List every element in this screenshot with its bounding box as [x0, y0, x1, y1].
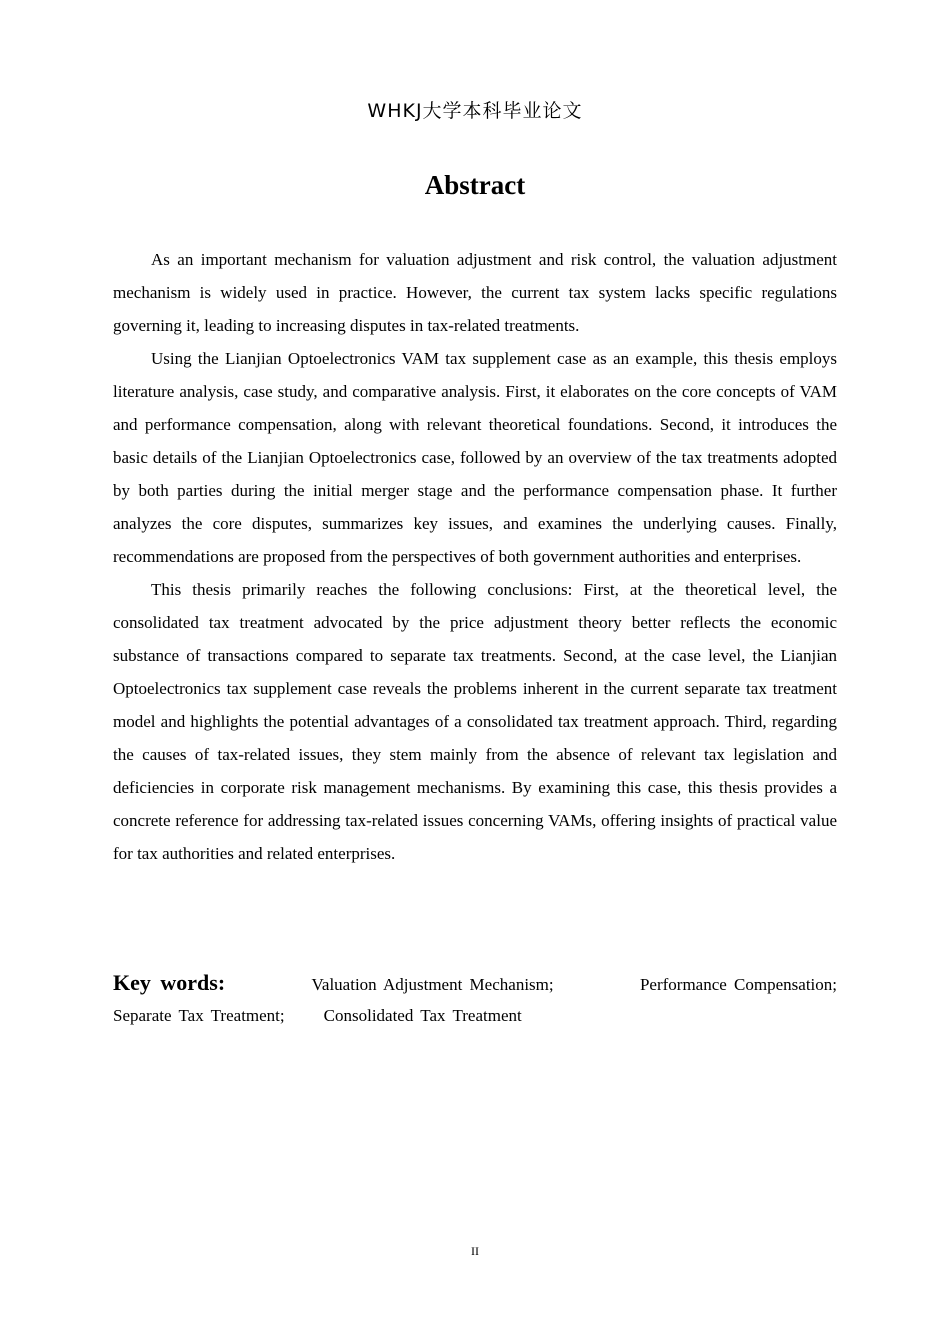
abstract-title: Abstract	[424, 170, 526, 200]
keywords-section	[113, 970, 837, 1042]
abstract-paragraph-3: This thesis primarily reaches the following conclusions: First, at the theoretical level, the consolidated tax treatment advocated by the price adjustment theory better reflects the economic substance of transactions compared to separate tax treatments. Second, at the case level, the Lianjian Optoelectronics tax supplement case reveals the problems inherent in the current separate tax treatment model and highlights the potential advantages of a consolidated tax treatment approach. Third, regarding the causes of tax-related issues, they stem mainly from the absence of relevant tax legislation and deficiencies in corporate risk management mechanisms. By examining this case, this thesis provides a concrete reference for addressing tax-related issues concerning VAMs, offering insights of practical value for tax authorities and related enterprises.	[113, 580, 837, 863]
page-header: WHKJ大学本科毕业论文	[367, 100, 583, 122]
keyword-term: Consolidated Tax Treatment	[323, 1006, 522, 1025]
page-number: II	[471, 1244, 479, 1258]
keyword-term: Performance Compensation;	[639, 975, 837, 994]
abstract-body	[113, 243, 837, 870]
keyword-term: Valuation Adjustment Mechanism;	[311, 975, 554, 994]
keywords-label: Key words:	[113, 970, 226, 995]
keywords-line-1	[113, 970, 837, 1006]
keyword-term: Separate Tax Treatment;	[113, 1006, 285, 1025]
keywords-line-2	[113, 1006, 837, 1042]
abstract-paragraph-2: Using the Lianjian Optoelectronics VAM tax supplement case as an example, this thesis employs literature analysis, case study, and comparative analysis. First, it elaborates on the core concepts of VAM and performance compensation, along with relevant theoretical foundations. Second, it introduces the basic details of the Lianjian Optoelectronics case, followed by an overview of the tax treatments adopted by both parties during the initial merger stage and the performance compensation phase. It further analyzes the core disputes, summarizes key issues, and examines the underlying causes. Finally, recommendations are proposed from the perspectives of both government authorities and enterprises.	[113, 349, 837, 566]
abstract-paragraph-1: As an important mechanism for valuation adjustment and risk control, the valuation adjustment mechanism is widely used in practice. However, the current tax system lacks specific regulations governing it, leading to increasing disputes in tax-related treatments.	[113, 250, 837, 335]
